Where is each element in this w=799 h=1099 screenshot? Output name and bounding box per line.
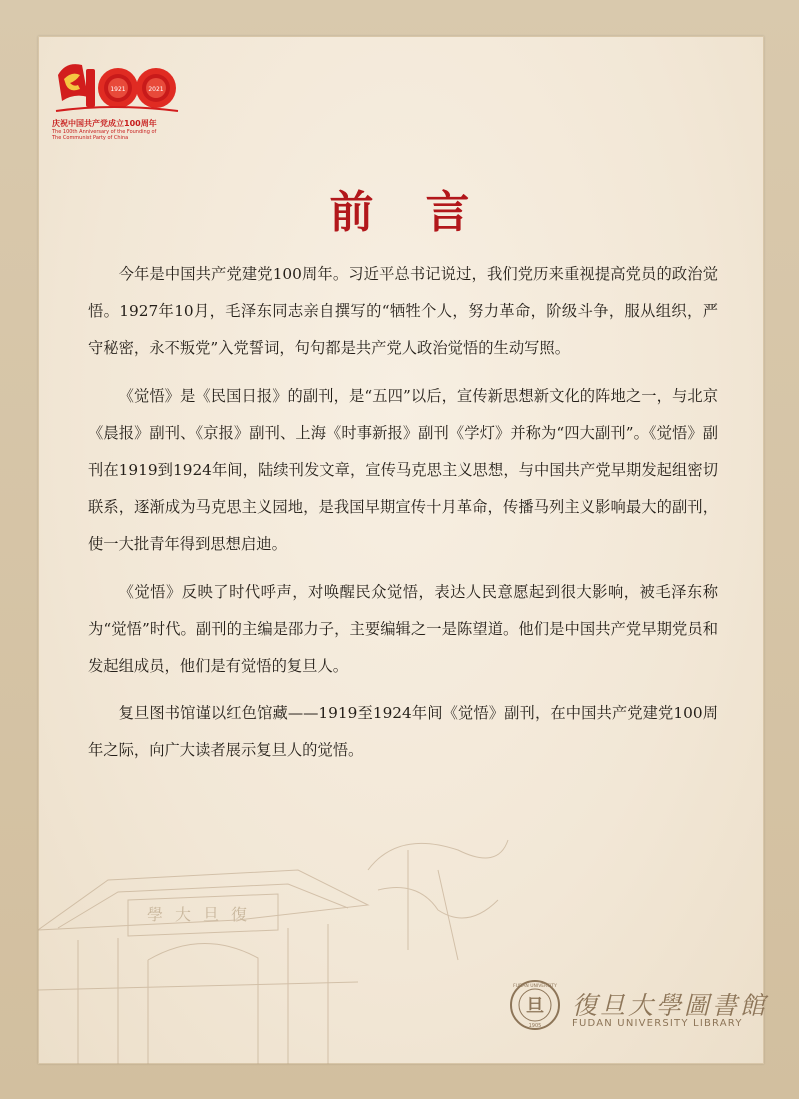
emblem-caption-en-1: The 100th Anniversary of the Founding of [52,129,157,135]
paragraph-1: 今年是中国共产党建党100周年。习近平总书记说过，我们党历来重视提高党员的政治觉悟。1927年10月，毛泽东同志亲自撰写的“牺牲个人，努力革命，阶级斗争，服从组织，严守秘密，永不叛党”入党誓词，句句都是共产党人政治觉悟的生动写照。 [88,265,718,358]
paragraph-3: 《觉悟》反映了时代呼声，对唤醒民众觉悟，表达人民意愿起到很大影响，被毛泽东称为“觉悟”时代。副刊的主编是邵力子，主要编辑之一是陈望道。他们是中国共产党早期党员和发起组成员，他们是有觉悟的复旦人。 [88,582,718,676]
page-title: 前言 [329,187,522,238]
digit-one [86,69,95,107]
campus-gate-illustration [38,810,518,1064]
emblem-caption [52,118,217,141]
emblem-caption-en-2: The Communist Party of China [52,135,129,141]
preface-body [88,256,718,780]
library-name-en: FUDAN UNIVERSITY LIBRARY [572,1018,743,1029]
seal-char: 旦 [526,996,544,1017]
seal-year: 1905 [528,1023,542,1029]
gate-plaque: 學大旦復 [146,905,260,924]
seal-text: FUDAN UNIVERSITY [513,984,557,989]
emblem-caption-cn: 庆祝中国共产党成立100周年 [52,119,157,128]
university-seal-icon [511,981,559,1029]
paragraph-2: 《觉悟》是《民国日报》的副刊，是“五四”以后，宣传新思想新文化的阵地之一，与北京《晨报》副刊、《京报》副刊、上海《时事新报》副刊《学灯》并称为“四大副刊”。《觉悟》副刊在1919到1924年间，陆续刊发文章，宣传马克思主义思想，与中国共产党早期发起组密切联系，逐渐成为马克思主义园地，是我国早期宣传十月革命，传播马列主义影响最大的副刊，使一大批青年得到思想启迪。 [88,386,718,554]
year-end: 2021 [148,86,164,93]
hammer-sickle-icon [58,64,88,101]
library-name-cn: 復旦大學圖書館 [572,991,769,1020]
year-start: 1921 [110,86,126,93]
paragraph-4: 复旦图书馆谨以红色馆藏——1919至1924年间《觉悟》副刊，在中国共产党建党100周年之际，向广大读者展示复旦人的觉悟。 [88,704,718,760]
